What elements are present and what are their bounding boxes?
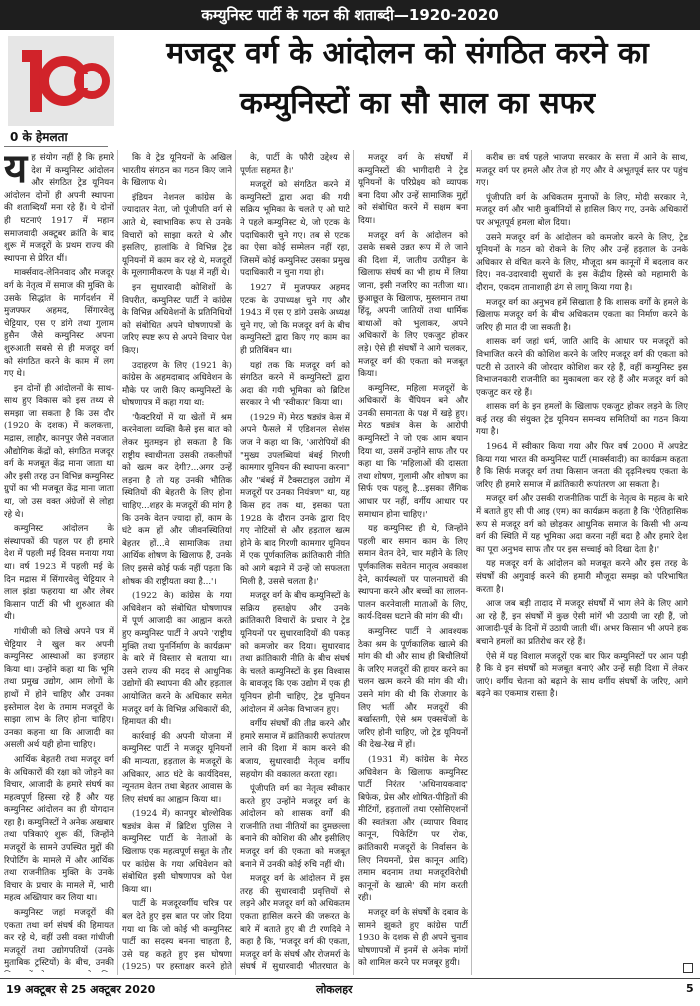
author-byline: 0 के हेमलता (10, 130, 68, 144)
article-column-4 (358, 152, 468, 972)
article-paragraph: आर्थिक बेहतरी तथा मजदूर वर्ग के अधिकारों की रक्षा को जोड़ने का विचार, आजादी के हमारे संघर्ष का महत्वपूर्ण हिस्सा रहे हैं और यह कम्युनिस्ट आंदोलन का ही योगदान रहा है। कम्युनिस्टों ने अनेक अखबार तथा पत्रिकाएं शुरू कीं, जिन्होंने मजदूरों के सामने उपस्थित मुद्दों की रिपोर्टिंग के मामले में और आर्थिक तथा राजनीतिक मुक्ति के उनके विचार के प्रचार के मामले में, भारी महत्व अख्तियार कर लिया था। (4, 754, 114, 904)
article-paragraph: पूंजीपति वर्ग के अधिकतम मुनाफों के लिए, मोदी सरकार ने, मजदूर वर्ग और भारी कुर्बानियों से हासिल किए गए, उनके अधिकारों पर अभूतपूर्व हमला बोल दिया। (476, 192, 688, 228)
headline-line-1: मजदूर वर्ग के आंदोलन को संगठित करने का (166, 36, 649, 71)
article-column-5 (476, 152, 688, 972)
article-paragraph: मजदूर वर्ग के आंदोलन में इस तरह की सुधारवादी प्रवृत्तियों से लड़ने और मजदूर वर्ग को अधिकतम एकता हासिल करने की जरूरत के बारे में बताते हुए बी टी रणदिवे ने कहा है कि, 'मजदूर वर्ग की एकता, मजदूर वर्ग के संघर्ष और रोजमर्रा के संघर्ष में सुधारवादी भीतरघात के (240, 874, 350, 972)
article-paragraph: कम्युनिस्ट पार्टी ने आवश्यक ठेका श्रम के पूर्णकालिक खात्मे की मांग की थी और साथ ही बिचौलियों के जरिए मजदूरों की हायर करने का चलन खत्म करने की मांग की थी। उसने मांग की थी कि रोजगार के लिए भर्ती और मजदूरों की बर्खास्तगी, ऐसे श्रम एक्सचेंजों के जरिए होनी चाहिए, जो ट्रेड यूनियनों की देख-रेख में हों। (358, 626, 468, 751)
article-paragraph: मार्क्सवाद-लेनिनवाद और मजदूर वर्ग के नेतृत्व में समाज की मुक्ति के उसके सिद्धांत के मार्गदर्शन में मुजफ्फर अहमद, सिंगारवेलु चेट्टियार, एस ए डांगे तथा गुलाम हुसैन जैसे कम्युनिस्ट अपना शुरुआती सबसे से ही मजदूर वर्ग को संगठित करने के काम में लग गए थे। (4, 268, 114, 380)
article-paragraph: गांधीजी को लिखे अपने पत्र में चेट्टियार ने खुल कर अपनी कम्युनिस्ट आस्थाओं का इजहार किया था। उन्होंने कहा था कि भूमि तथा प्रमुख उद्योग, आम लोगों के हाथों में होने चाहिए और उनका इस्तेमाल देश के तमाम मजदूरों के साझा लाभ के लिए होना चाहिए। उनका कहना था कि आजादी का असली अर्थ यही होना चाहिए। (4, 626, 114, 751)
article-paragraph: (1929 में) मेरठ षड्यंत्र केस में अपने फैसले में एडिशनल सेशंस जज ने कहा था कि, 'आरोपियों की "मुख्य उपलब्धियां बंबई गिरणी कामगार यूनियन की स्थापना करना" और "बंबई में टैक्सटाइल उद्योग में मजदूरों पर उनका नियंत्रण" था, यह किस हद तक था, इसका पता 1928 के दौरान उनके द्वारा दिए गए नोटिसों से और हड़ताल खत्म होने के बाद गिरणी कामगार यूनियन में एक पूर्णकालिक क्रांतिकारी नीति को आगे बढ़ाने में उन्हें जो सफलता मिली है, उससे चलता है।' (240, 412, 350, 587)
page-number: 5 (686, 982, 694, 995)
article-paragraph: वर्गीय संघर्षों की तीव्र करने और हमारे समाज में क्रांतिकारी रूपांतरण लाने की दिशा में काम करने की बजाय, सुधारवादी नेतृत्व वर्गीय सहयोग की वकालत करता रहा। (240, 719, 350, 780)
article-paragraph: (1924 में) कानपुर बोल्शेविक षड्यंत्र केस में ब्रिटिश पुलिस ने कम्युनिस्ट पार्टी के नेताओं के खिलाफ एक महत्वपूर्ण सबूत के तौर पर कांग्रेस के गया अधिवेशन को संबोधित इसी घोषणापत्र को पेश किया था। (122, 809, 232, 895)
article-paragraph: यह संयोग नहीं है कि हमारे देश में कम्युनिस्ट आंदोलन और संगठित ट्रेड यूनियन आंदोलन दोनों ही अपनी स्थापना की शताब्दियाँ मना रहे हैं। ये दोनों ही घटनाएं 1917 में महान समाजवादी अक्टूबर क्रांति के बाद शुरू में मजदूरों के प्रथम राज्य की स्थापना से प्रेरित थीं। (4, 152, 114, 264)
column-divider (117, 150, 118, 975)
article-paragraph: मजदूरों को संगठित करने में कम्युनिस्टों द्वारा अदा की गयी सक्रिय भूमिका के चलते ए ओ घाटे ने पहले कम्युनिस्ट थे, जो एटक के पदाधिकारी चुने गए। तब से एटक का ऐसा कोई सम्मेलन नहीं रहा, जिसमें कोई कम्युनिस्ट उसका प्रमुख पदाधिकारी न चुना गया हो। (240, 180, 350, 279)
newspaper-name: लोकलहर (316, 983, 353, 996)
article-paragraph: पार्टी के मजदूरवर्गीय चरित्र पर बल देते हुए इस बात पर जोर दिया गया था कि जो कोई भी कम्युनिस्ट पार्टी का सदस्य बनना चाहता है, उसे यह कहते हुए इस घोषणा (1925) पर हस्ताक्षर करने होते (122, 899, 232, 972)
headline-line-2: कम्युनिस्टों का सौ साल का सफर (239, 86, 596, 121)
article-paragraph: मजदूर वर्ग के संघर्षों के दबाव के सामने झुकते हुए कांग्रेस पार्टी 1930 के दशक से ही अपने चुनाव घोषणापत्रों में इनमें से अनेक मांगों को शामिल करने पर मजबूर हुयी। (358, 908, 468, 969)
article-paragraph: करीब छः वर्ष पहले भाजपा सरकार के सत्ता में आने के साथ, मजदूर वर्ग पर हमले और तेज हो गए और वे अभूतपूर्व स्तर पर पहुंच गए। (476, 153, 688, 189)
article-paragraph: इन दोनों ही आंदोलनों के साथ-साथ हुए विकास को इस तथ्य से समझा जा सकता है कि उस दौर (1920 के दशक) में कलकत्ता, मद्रास, लाहौर, कानपुर जैसे नवजात औद्योगिक केंद्रों को, संगठित मजदूर वर्ग के मजबूत केंद्र माना जाता था और इसी तरह उन विभिन्न कम्युनिस्ट ग्रुपों का भी मजबूत केंद्र माना जाता था, जो उस वक्त अंग्रेजों से लोहा रहे थे। (4, 383, 114, 520)
article-paragraph: कि वे ट्रेड यूनियनों के अखिल भारतीय संगठन का गठन किए जाने के खिलाफ थे। (122, 153, 232, 189)
drop-cap: य (4, 152, 28, 192)
article-column-2 (122, 152, 232, 972)
article-paragraph: कार्रवाई की अपनी योजना में कम्युनिस्ट पार्टी ने मजदूर यूनियनों की मान्यता, हड़ताल के मजदूरों के अधिकार, आठ घंटे के कार्यदिवस, न्यूनतम वेतन तथा बेहतर आवास के लिए संघर्ष का आह्वान किया था। (122, 731, 232, 805)
article-paragraph: आज जब बड़ी तादाद में मजदूर संघर्षों में भाग लेने के लिए आगे आ रहे हैं, इन संघर्षों में कुछ ऐसी मांगें भी उठायी जा रही हैं, जो आजादी-पूर्व के दिनों में उठायी जाती थीं। अभर किसान भी अपने हक बचाने हमलों का प्रतिरोध कर रहे हैं। (476, 599, 688, 647)
centenary-logo-icon (8, 36, 114, 126)
footer-rule (0, 978, 700, 979)
column-divider (353, 150, 354, 975)
article-paragraph: शासक वर्ग के इन हमलों के खिलाफ एकजुट होकर लड़ने के लिए कई तरह की संयुक्त ट्रेड यूनियन समन्वय समितियों का गठन किया गया है। (476, 402, 688, 438)
article-paragraph: 1927 में मुजफ्फर अहमद एटक के उपाध्यक्ष चुने गए और 1943 में एस ए डांगे उसके अध्यक्ष चुने गए, जो कि मजदूर वर्ग के बीच कम्युनिस्टों द्वारा किए गए काम का ही प्रतिबिंबन था। (240, 282, 350, 356)
article-paragraph: मजदूर वर्ग और उसकी राजनीतिक पार्टी के नेतृत्व के महत्व के बारे में बताते हुए सी पी आइ (एम) का कार्यक्रम कहता है कि 'ऐतिहासिक रूप से मजदूर वर्ग को छोड़कर आधुनिक समाज के किसी भी अन्य वर्ग की स्थिति में यह भूमिका अदा करना नहीं बदा है और हमारे देश का पूरा अनुभव साफ तौर पर इस सच्चाई को दिखा देता है।' (476, 494, 688, 555)
article-paragraph: (1931 में) कांग्रेस के मेरठ अधिवेशन के खिलाफ कम्युनिस्ट पार्टी निरंतर 'अधिनायकवाद' बिफेक, प्रेस और शोषित-पीड़ितों की मीटिंगों, हड़तालों तथा एसोसिएशनों की स्वतंत्रता और (व्यापार विवाद कानून, पिकेटिंग पर रोक, क्रांतिकारी मजदूरों के निर्वासन के लिए नियमनों, प्रेस कानून आदि) तमाम बदनाम तथा मजदूरविरोधी कानूनों के खात्मे' की मांग करती रही। (358, 754, 468, 904)
article-paragraph: मजदूर वर्ग के संघर्षों में कम्युनिस्टों की भागीदारी ने ट्रेड यूनियनों के परिप्रेक्ष्य को व्यापक बना दिया और उन्हें सामाजिक मुद्दों को संबोधित करने में सक्षम बना दिया। (358, 153, 468, 226)
article-paragraph: ऐसे में यह विशाल मजदूरों एक बार फिर कम्युनिस्टों पर आन पड़ी है कि वे इन संघर्षों को मजबूत बनाएं और उन्हें सही दिशा में लेकर जाएं। वर्गीय चेतना को बढ़ाने के साथ वर्गीय संघर्षों के जरिए, आगे बढ़ने का एकमात्र रास्ता है। (476, 651, 688, 700)
column-divider (235, 150, 236, 975)
article-paragraph: यह मजदूर वर्ग के आंदोलन को मजबूत करने और इस तरह के संघर्षों की अगुवाई करने की हमारी मौजूदा समझ को परिभाषित करता है। (476, 559, 688, 595)
article-paragraph: उदाहरण के लिए (1921 के) कांग्रेस के अहमदाबाद अधिवेशन के मौके पर जारी किए कम्युनिस्टों के घोषणापत्र में कहा गया था: (122, 360, 232, 409)
issue-date: 19 अक्टूबर से 25 अक्टूबर 2020 (6, 983, 156, 996)
article-paragraph: उसने मजदूर वर्ग के आंदोलन को कमजोर करने के लिए, ट्रेड यूनियनों के गठन को रोकने के लिए और उन्हें हड़ताल के उनके अधिकार से वंचित करने के लिए, मौजूदा श्रम कानूनों में बदलाव कर दिए। नव-उदारवादी सुधारों के इस केंद्रीय हिस्से को महामारी के दौरान, एकदम तानाशाही ढंग से लागू किया गया है। (476, 232, 688, 293)
article-paragraph: 'फैक्टरियों में या खेतों में श्रम करनेवाला व्यक्ति कैसे इस बात को लेकर मुतमइन हो सकता है कि राष्ट्रीय स्वाधीनता उसकी तकलीफों को खत्म कर देगी?...अगर उन्हें लड़ना है तो यह उनकी भौतिक स्थितियों की बेहतरी के लिए होना चाहिए...शहर के मजदूरों की मांग है कि उनके वेतन ज्यादा हों, काम के घंटे कम हों और जीवनस्थितियां बेहतर हों...वे सामाजिक तथा आर्थिक शोषण के खिलाफ हैं, उनके लिए इससे कोई फर्क नहीं पड़ता कि शोषक की राष्ट्रीयता क्या है...'। (122, 412, 232, 587)
article-paragraph: शासक वर्ग जहां धर्म, जाति आदि के आधार पर मजदूरों को विभाजित करने की कोशिश करने के जरिए मजदूर वर्ग की एकता को पटरी से उतारने की जोरदार कोशिश कर रहे हैं, वहीं कम्युनिस्ट इस विभाजनकारी राजनीति का मुकाबला कर रहे हैं और मजदूर वर्ग को एकजुट कर रहे हैं। (476, 337, 688, 398)
column-divider (471, 150, 472, 975)
centenary-logo (8, 36, 114, 126)
article-paragraph: कम्युनिस्ट आंदोलन के संस्थापकों की पहल पर ही हमारे देश में पहली मई दिवस मनाया गया था। वर्ष 1923 में पहली मई के दिन मद्रास में सिंगारवेलु चेट्टियार ने लाल झंडा फहराया था और लेबर किसान पार्टी की भी शुरुआत की थी। (4, 524, 114, 623)
article-column-3 (240, 152, 350, 972)
article-paragraph: कम्युनिस्ट, महिला मजदूरों के अधिकारों के चैंपियन बने और उनकी समानता के पक्ष में खड़े हुए। मेरठ षड्यंत्र केस के आरोपी कम्युनिस्टों ने जो एक आम बयान दिया था, उसमें उन्होंने साफ तौर पर कहा था कि 'महिलाओं की दासता तथा शोषण, गुलामी और शोषण का सिर्फ एक पहलू है...इसका लैंगिक आधार पर नहीं, वर्गीय आधार पर समाधान होना चाहिए।' (358, 383, 468, 520)
article-paragraph: 1964 में स्वीकार किया गया और फिर वर्ष 2000 में अपडेट किया गया भारत की कम्युनिस्ट पार्टी (मार्क्सवादी) का कार्यक्रम कहता है कि सिर्फ मजदूर वर्ग तथा किसान जनता की दृढ़निश्चय एकता के जरिए ही हमारे समाज में क्रांतिकारी रूपांतरण आ सकता है। (476, 442, 688, 490)
article-paragraph: यह कम्युनिस्ट ही थे, जिन्होंने पहली बार समान काम के लिए समान वेतन देने, चार महीने के लिए पूर्णकालिक सवेतन मातृत्व अवकाश देने, कार्यस्थलों पर पालनाघरों की स्थापना करने और बच्चों का लालन-पालन करनेवाली माताओं के लिए, कार्य-दिवस घटाने की मांग की थी। (358, 524, 468, 623)
end-mark-icon (683, 963, 693, 973)
article-paragraph: इन सुधारवादी कोशिशों के विपरीत, कम्युनिस्ट पार्टी ने कांग्रेस के विभिन्न अधिवेशनों के प्रतिनिधियों को संबोधित अपने घोषणापत्रों के जरिए स्पष्ट रूप से अपने विचार पेश किए। (122, 282, 232, 356)
byline-rule (4, 146, 108, 147)
article-paragraph: यहां तक कि मजदूर वर्ग को संगठित करने में कम्युनिस्टों द्वारा अदा की गयी भूमिका को ब्रिटिश सरकार ने भी 'स्वीकार' किया था। (240, 360, 350, 409)
article-paragraph: मजदूर वर्ग का अनुभव हमें सिखाता है कि शासक वर्गों के हमले के खिलाफ मजदूर वर्ग के बीच अधिकतम एकता का निर्माण करने के जरिए ही मात दी जा सकती है। (476, 297, 688, 333)
article-paragraph: (1922 के) कांग्रेस के गया अधिवेशन को संबोधित घोषणापत्र में पूर्ण आजादी का आह्वान करते हुए कम्युनिस्ट पार्टी ने अपने 'राष्ट्रीय मुक्ति तथा पुनर्निर्माण के कार्यक्रम' के बारे में विस्तार से बताया था। उसने राज्य की मदद से आधुनिक उद्योगों की स्थापना की और हड़ताल आयोजित करने के अधिकार समेत मजदूर वर्ग के विभिन्न अधिकारों की, हिमायत की थी। (122, 591, 232, 728)
article-paragraph: पूंजीपति वर्ग का नेतृत्व स्वीकार करते हुए उन्होंने मजदूर वर्ग के आंदोलन को शासक वर्गों की राजनीति तथा नीतियों का दुमछल्ला बनाने की कोशिश की और इसीलिए मजदूर वर्ग की एकता को मजबूत बनाने में उनकी कोई रुचि नहीं थी। (240, 784, 350, 870)
article-paragraph: मजदूर वर्ग के बीच कम्युनिस्टों के सक्रिय हस्तक्षेप और उनके क्रांतिकारी विचारों के प्रचार ने ट्रेड यूनियनों पर सुधारवादियों की पकड़ को कमजोर कर दिया। सुधारवाद तथा क्रांतिकारी नीति के बीच संघर्ष के चलते कम्युनिस्टों के इस विश्वास के बावजूद कि एक उद्योग में एक ही यूनियन होनी चाहिए, ट्रेड यूनियन आंदोलन में अनेक विभाजन हुए। (240, 591, 350, 715)
article-paragraph: कम्युनिस्ट जहां मजदूरों की एकता तथा वर्ग संघर्ष की हिमायत कर रहे थे, वहीं उसी वक्त गांधीजी मजदूरों तथा उद्योगपतियों (उनके मुताबिक ट्रस्टियों) के बीच, उनकी (4, 908, 114, 969)
article-paragraph: मजदूर वर्ग के आंदोलन को उसके सबसे उन्नत रूप में ले जाने की दिशा में, जातीय उत्पीड़न के खिलाफ संघर्ष का भी हाथ में लिया जाना, इसी नजरिए का नतीजा था। छुआछूत के खिलाफ, मुस्लमान तथा हिंदू, अपनी जातियों तथा धार्मिक बाधाओं को भुलाकर, अपने अधिकारों के लिए एकजुट होकर लड़े। ऐसे ही संघर्षों ने आगे चलकर, मजदूर वर्ग की एकता को मजबूत किया। (358, 230, 468, 380)
article-paragraph: के, पार्टी के फौरी उद्देश्य से पूर्णतः सहमत है।' (240, 153, 350, 176)
article-paragraph: इंडियन नेशनल कांग्रेस के ज्यादातर नेता, जो पूंजीपति वर्ग से आते थे, स्वाभाविक रूप से उनके विचारों को साझा करते थे और इसलिए, हालांकि वे विभिन्न ट्रेड यूनियनों में काम कर रहे थे, मजदूरों के मूलगामीकरण के पक्ष में नहीं थे। (122, 192, 232, 279)
section-banner: कम्युनिस्ट पार्टी के गठन की शताब्दी—1920-2020 (0, 0, 700, 30)
article-column-1 (4, 152, 114, 972)
